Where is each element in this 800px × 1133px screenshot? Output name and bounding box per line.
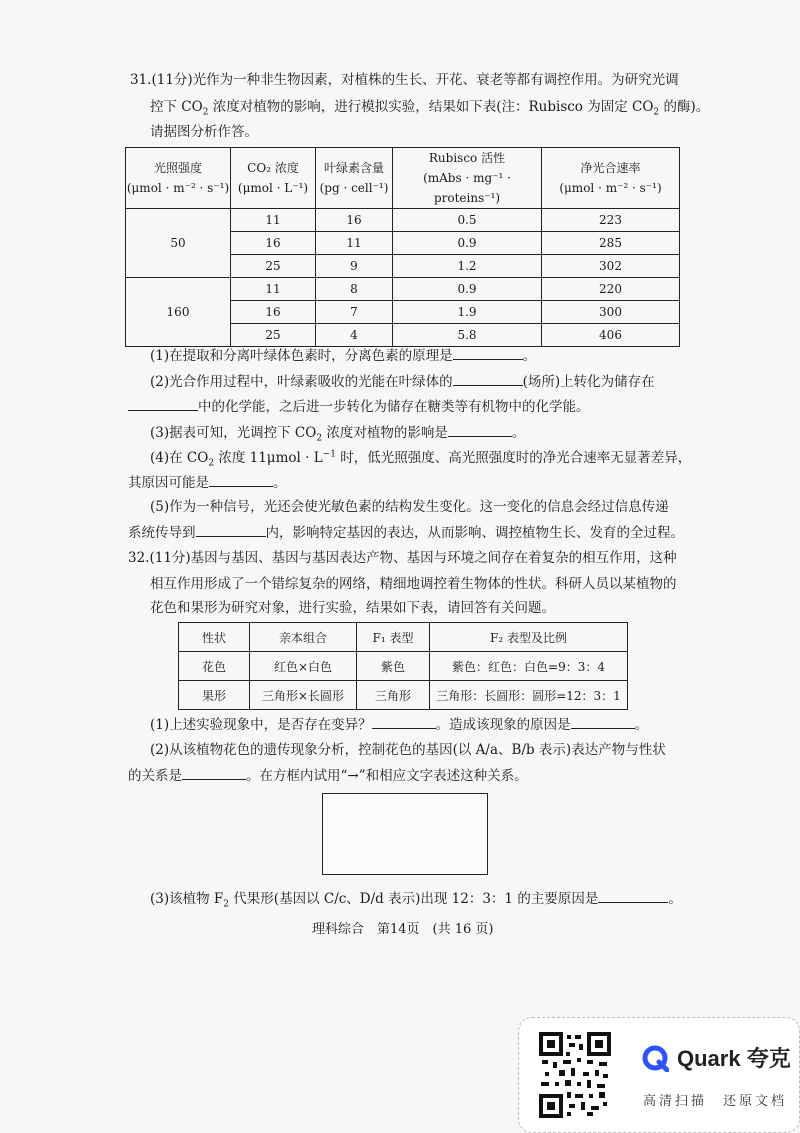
q32-part2: (2)从该植物花色的遗传现象分析，控制花色的基因(以 A/a、B/b 表示)表达产物与性状 bbox=[150, 742, 666, 758]
table-cell: 0.5 bbox=[393, 209, 542, 232]
table-cell: 16 bbox=[316, 209, 393, 232]
q31-part2: (2)光合作用过程中，叶绿素吸收的光能在叶绿体的 (场所)上转化为储存在 bbox=[150, 371, 655, 392]
table-row bbox=[126, 278, 680, 301]
quark-scan-badge bbox=[518, 1017, 800, 1133]
header-f2: F₂ 表型及比例 bbox=[430, 623, 628, 652]
table-cell: 0.9 bbox=[393, 278, 542, 301]
q31-part1: (1)在提取和分离叶绿体色素时，分离色素的原理是 。 bbox=[150, 345, 536, 366]
table-cell: 果形 bbox=[179, 681, 250, 710]
table-cell: 0.9 bbox=[393, 232, 542, 255]
table-cell: 7 bbox=[316, 301, 393, 324]
q31-data-table bbox=[125, 147, 680, 347]
table-cell: 8 bbox=[316, 278, 393, 301]
light-cell: 160 bbox=[126, 278, 231, 347]
table-cell: 25 bbox=[231, 324, 316, 347]
q32-part2-cont: 的关系是 。在方框内试用“→”和相应文字表述这种关系。 bbox=[128, 765, 528, 786]
table-cell: 红色×白色 bbox=[250, 652, 357, 681]
q31-part5-cont: 系统传导到 内，影响特定基因的表达，从而影响、调控植物生长、发育的全过程。 bbox=[128, 522, 684, 543]
q31-part5: (5)作为一种信号，光还会使光敏色素的结构发生变化。这一变化的信息会经过信息传递 bbox=[150, 499, 669, 515]
table-cell: 11 bbox=[316, 232, 393, 255]
header-co2: CO₂ 浓度 (μmol · L⁻¹) bbox=[231, 148, 316, 209]
answer-blank[interactable] bbox=[209, 472, 273, 487]
q32-part1: (1)上述实验现象中，是否存在变异？ 。造成该现象的原因是 。 bbox=[150, 714, 648, 735]
table-cell: 285 bbox=[542, 232, 680, 255]
table-row bbox=[179, 681, 628, 710]
header-net-photosynthesis: 净光合速率 (μmol · m⁻² · s⁻¹) bbox=[542, 148, 680, 209]
answer-blank[interactable] bbox=[372, 714, 436, 729]
table-cell: 406 bbox=[542, 324, 680, 347]
q31-part4: (4)在 $CO_2$ 浓度 $11\mu mol \cdot L^{-1}$ 时，低光照强度、高光照强度时的净光合速率无显著差异， bbox=[150, 449, 692, 469]
q32-intro-line2: 相互作用形成了一个错综复杂的网络，精细地调控着生物体的性状。科研人员以某植物的 bbox=[150, 576, 677, 592]
table-row bbox=[179, 652, 628, 681]
table-cell: 25 bbox=[231, 255, 316, 278]
answer-blank[interactable] bbox=[453, 371, 523, 386]
light-cell: 50 bbox=[126, 209, 231, 278]
table-cell: 223 bbox=[542, 209, 680, 232]
table-cell: 11 bbox=[231, 209, 316, 232]
table-cell: 三角形×长圆形 bbox=[250, 681, 357, 710]
table-cell: 5.8 bbox=[393, 324, 542, 347]
q31-intro-line1: 31.(11分)光作为一种非生物因素，对植株的生长、开花、衰老等都有调控作用。为研究光调 bbox=[130, 72, 679, 88]
quark-brand bbox=[641, 1042, 791, 1073]
table-cell: 16 bbox=[231, 301, 316, 324]
quark-tagline: 高清扫描 还原文档 bbox=[643, 1093, 788, 1108]
quark-brand-text: Quark 夸克 bbox=[677, 1046, 791, 1071]
answer-blank[interactable] bbox=[196, 522, 266, 537]
q31-part3: (3)据表可知，光调控下 $CO_2$ 浓度对植物的影响是 。 bbox=[150, 422, 525, 443]
answer-blank[interactable] bbox=[448, 422, 512, 437]
table-cell: 11 bbox=[231, 278, 316, 301]
table-cell: 1.2 bbox=[393, 255, 542, 278]
table-cell: 三角形：长圆形：圆形=12：3：1 bbox=[430, 681, 628, 710]
qr-code-icon bbox=[539, 1032, 611, 1118]
table-header-row bbox=[179, 623, 628, 652]
header-trait: 性状 bbox=[179, 623, 250, 652]
table-cell: 4 bbox=[316, 324, 393, 347]
table-row bbox=[126, 209, 680, 232]
table-cell: 三角形 bbox=[357, 681, 430, 710]
q31-part4-cont: 其原因可能是 。 bbox=[128, 472, 287, 493]
q32-part3: (3)该植物 $F_2$ 代果形(基因以 C/c、D/d 表示)出现 12：3：1 的主要原因是 。 bbox=[150, 888, 682, 909]
header-rubisco: Rubisco 活性 (mAbs · mg⁻¹ · proteins⁻¹) bbox=[393, 148, 542, 209]
table-cell: 16 bbox=[231, 232, 316, 255]
answer-box[interactable] bbox=[322, 793, 488, 875]
q31-intro-line3: 请据图分析作答。 bbox=[150, 124, 258, 140]
q32-intro-line3: 花色和果形为研究对象，进行实验，结果如下表，请回答有关问题。 bbox=[150, 600, 555, 616]
q32-data-table bbox=[178, 622, 628, 710]
table-cell: 300 bbox=[542, 301, 680, 324]
header-f1: F₁ 表型 bbox=[357, 623, 430, 652]
answer-blank[interactable] bbox=[182, 765, 246, 780]
q31-intro-line2: 控下 $CO_2$ 浓度对植物的影响，进行模拟实验，结果如下表(注：Rubisco 为固定 $CO_2$ 的酶)。 bbox=[150, 99, 710, 118]
answer-blank[interactable] bbox=[598, 888, 668, 903]
table-cell: 紫色：红色：白色=9：3：4 bbox=[430, 652, 628, 681]
page-footer: 理科综合 第14页 (共 16 页) bbox=[312, 922, 494, 937]
table-header-row bbox=[126, 148, 680, 209]
table-cell: 花色 bbox=[179, 652, 250, 681]
header-light: 光照强度 (μmol · m⁻² · s⁻¹) bbox=[126, 148, 231, 209]
table-cell: 紫色 bbox=[357, 652, 430, 681]
answer-blank[interactable] bbox=[128, 396, 198, 411]
table-cell: 220 bbox=[542, 278, 680, 301]
answer-blank[interactable] bbox=[571, 714, 635, 729]
table-cell: 1.9 bbox=[393, 301, 542, 324]
header-chlorophyll: 叶绿素含量 (pg · cell⁻¹) bbox=[316, 148, 393, 209]
table-cell: 9 bbox=[316, 255, 393, 278]
header-parents: 亲本组合 bbox=[250, 623, 357, 652]
q31-part2-cont: 中的化学能，之后进一步转化为储存在糖类等有机物中的化学能。 bbox=[128, 396, 590, 417]
q32-intro-line1: 32.(11分)基因与基因、基因与基因表达产物、基因与环境之间存在着复杂的相互作用，这种 bbox=[128, 550, 677, 566]
quark-logo-icon bbox=[641, 1044, 669, 1072]
table-cell: 302 bbox=[542, 255, 680, 278]
answer-blank[interactable] bbox=[453, 345, 523, 360]
